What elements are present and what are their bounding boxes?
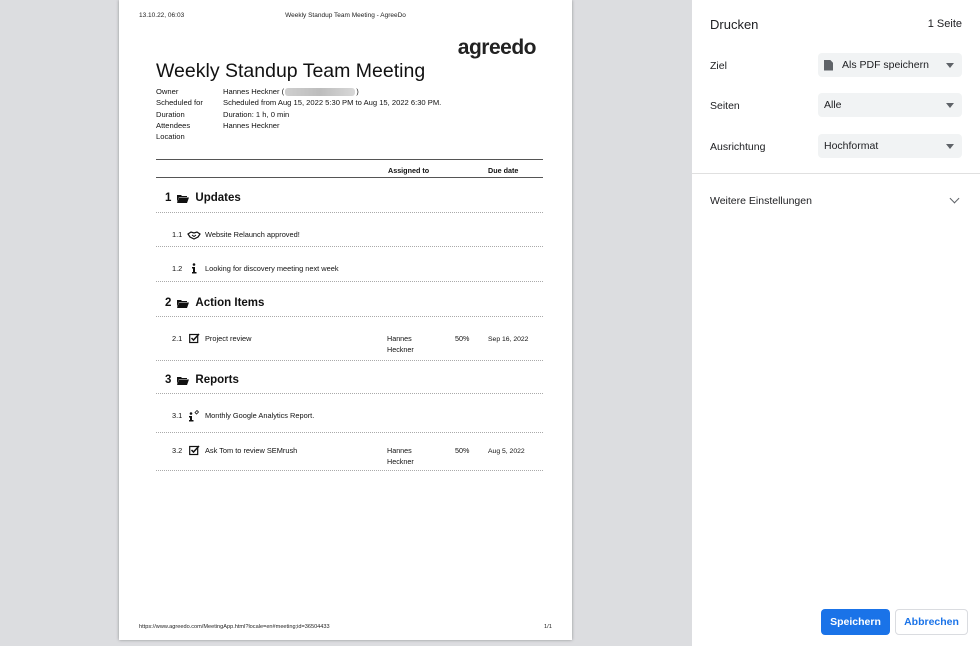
page-header-title: Weekly Standup Team Meeting - AgreeDo <box>285 12 406 19</box>
list-item <box>172 229 300 240</box>
item-number: 2.1 <box>172 334 183 343</box>
meta-label: Scheduled for <box>156 98 203 108</box>
destination-label: Ziel <box>710 60 727 72</box>
section-updates <box>165 192 241 204</box>
meta-row-duration <box>156 109 441 120</box>
meeting-meta <box>156 86 441 142</box>
item-text: Website Relaunch approved! <box>205 230 300 239</box>
meta-row-attendees <box>156 120 441 131</box>
assigned-first: Hannes <box>387 334 412 343</box>
destination-value: Als PDF speichern <box>842 59 929 71</box>
section-action-items <box>165 297 264 309</box>
divider <box>156 360 543 361</box>
item-text: Looking for discovery meeting next week <box>205 264 339 273</box>
item-text: Project review <box>205 334 252 343</box>
owner-suffix: ) <box>356 87 359 96</box>
page-footer-number: 1/1 <box>543 624 552 630</box>
print-settings-panel <box>692 0 980 646</box>
chevron-down-icon[interactable] <box>950 194 960 204</box>
due-date-cell: Sep 16, 2022 <box>488 336 529 343</box>
redacted-email <box>285 88 355 96</box>
pages-label: Seiten <box>710 100 740 112</box>
list-item <box>172 333 251 344</box>
dropdown-arrow-icon <box>946 103 954 108</box>
meeting-title: Weekly Standup Team Meeting <box>156 60 426 82</box>
meta-value: Hannes Heckner <box>223 120 280 130</box>
info-attachment-icon <box>187 410 201 421</box>
meta-label: Owner <box>156 87 179 96</box>
folder-open-icon <box>177 194 189 203</box>
owner-name: Hannes Heckner ( <box>223 87 285 96</box>
assigned-cell <box>387 445 414 467</box>
item-number: 3.2 <box>172 446 183 455</box>
assigned-first: Hannes <box>387 446 412 455</box>
divider <box>156 212 543 213</box>
section-number: 3 <box>165 374 172 386</box>
list-item <box>172 263 339 274</box>
item-number: 3.1 <box>172 411 183 420</box>
folder-open-icon <box>177 376 189 385</box>
list-item <box>172 445 297 456</box>
orientation-label: Ausrichtung <box>710 141 766 153</box>
item-text: Ask Tom to review SEMrush <box>205 446 298 455</box>
item-number: 1.1 <box>172 230 183 239</box>
handshake-icon <box>187 229 201 240</box>
panel-divider <box>692 173 980 174</box>
percent-cell: 50% <box>455 446 470 455</box>
folder-open-icon <box>177 299 189 308</box>
divider <box>156 177 543 178</box>
section-title: Reports <box>195 374 239 386</box>
percent-cell: 50% <box>455 334 470 343</box>
save-button[interactable]: Speichern <box>821 609 890 635</box>
divider <box>156 470 543 471</box>
meta-value <box>223 86 359 97</box>
meta-value: Scheduled from Aug 15, 2022 5:30 PM to Aug 15, 2022 6:30 PM. <box>223 98 442 108</box>
section-number: 2 <box>165 297 172 309</box>
dropdown-arrow-icon <box>946 63 954 68</box>
meta-label: Location <box>156 132 185 142</box>
sheet-count: 1 Seite <box>927 18 962 30</box>
divider <box>156 393 543 394</box>
column-header-due: Due date <box>488 166 519 175</box>
divider <box>156 432 543 433</box>
meta-label: Duration <box>156 109 185 119</box>
divider <box>156 246 543 247</box>
pages-value: Alle <box>824 99 842 111</box>
document-icon <box>824 60 833 71</box>
more-settings-toggle[interactable]: Weitere Einstellungen <box>710 195 812 207</box>
checkbox-icon <box>187 445 201 456</box>
orientation-select[interactable] <box>818 134 962 158</box>
due-date-cell: Aug 5, 2022 <box>488 448 525 455</box>
page-footer-url: https://www.agreedo.com/MeetingApp.html?locale=en#meeting;id=36504433 <box>139 624 330 630</box>
cancel-button[interactable]: Abbrechen <box>895 609 968 635</box>
section-title: Updates <box>195 192 241 204</box>
item-text: Monthly Google Analytics Report. <box>205 411 315 420</box>
assigned-last: Heckner <box>387 457 414 466</box>
info-icon <box>187 263 201 274</box>
list-item <box>172 410 314 421</box>
dropdown-arrow-icon <box>946 144 954 149</box>
pages-select[interactable] <box>818 93 962 117</box>
agreedo-logo: agreedo <box>457 36 536 59</box>
meta-row-scheduled <box>156 97 441 108</box>
section-title: Action Items <box>195 297 265 309</box>
divider <box>156 281 543 282</box>
meta-row-owner <box>156 86 441 97</box>
preview-page <box>119 0 572 640</box>
meta-label: Attendees <box>156 120 191 130</box>
orientation-value: Hochformat <box>824 140 879 152</box>
divider <box>156 316 543 317</box>
destination-select[interactable] <box>818 53 962 77</box>
page-header-date: 13.10.22, 06:03 <box>139 12 185 19</box>
checkbox-icon <box>187 333 201 344</box>
section-reports <box>165 374 239 386</box>
divider <box>156 159 543 160</box>
item-number: 1.2 <box>172 264 183 273</box>
column-header-assigned: Assigned to <box>388 166 430 175</box>
print-title: Drucken <box>710 17 759 32</box>
assigned-last: Heckner <box>387 345 414 354</box>
meta-row-location <box>156 131 441 142</box>
section-number: 1 <box>165 192 172 204</box>
meta-value: Duration: 1 h, 0 min <box>223 109 290 119</box>
assigned-cell <box>387 333 414 355</box>
